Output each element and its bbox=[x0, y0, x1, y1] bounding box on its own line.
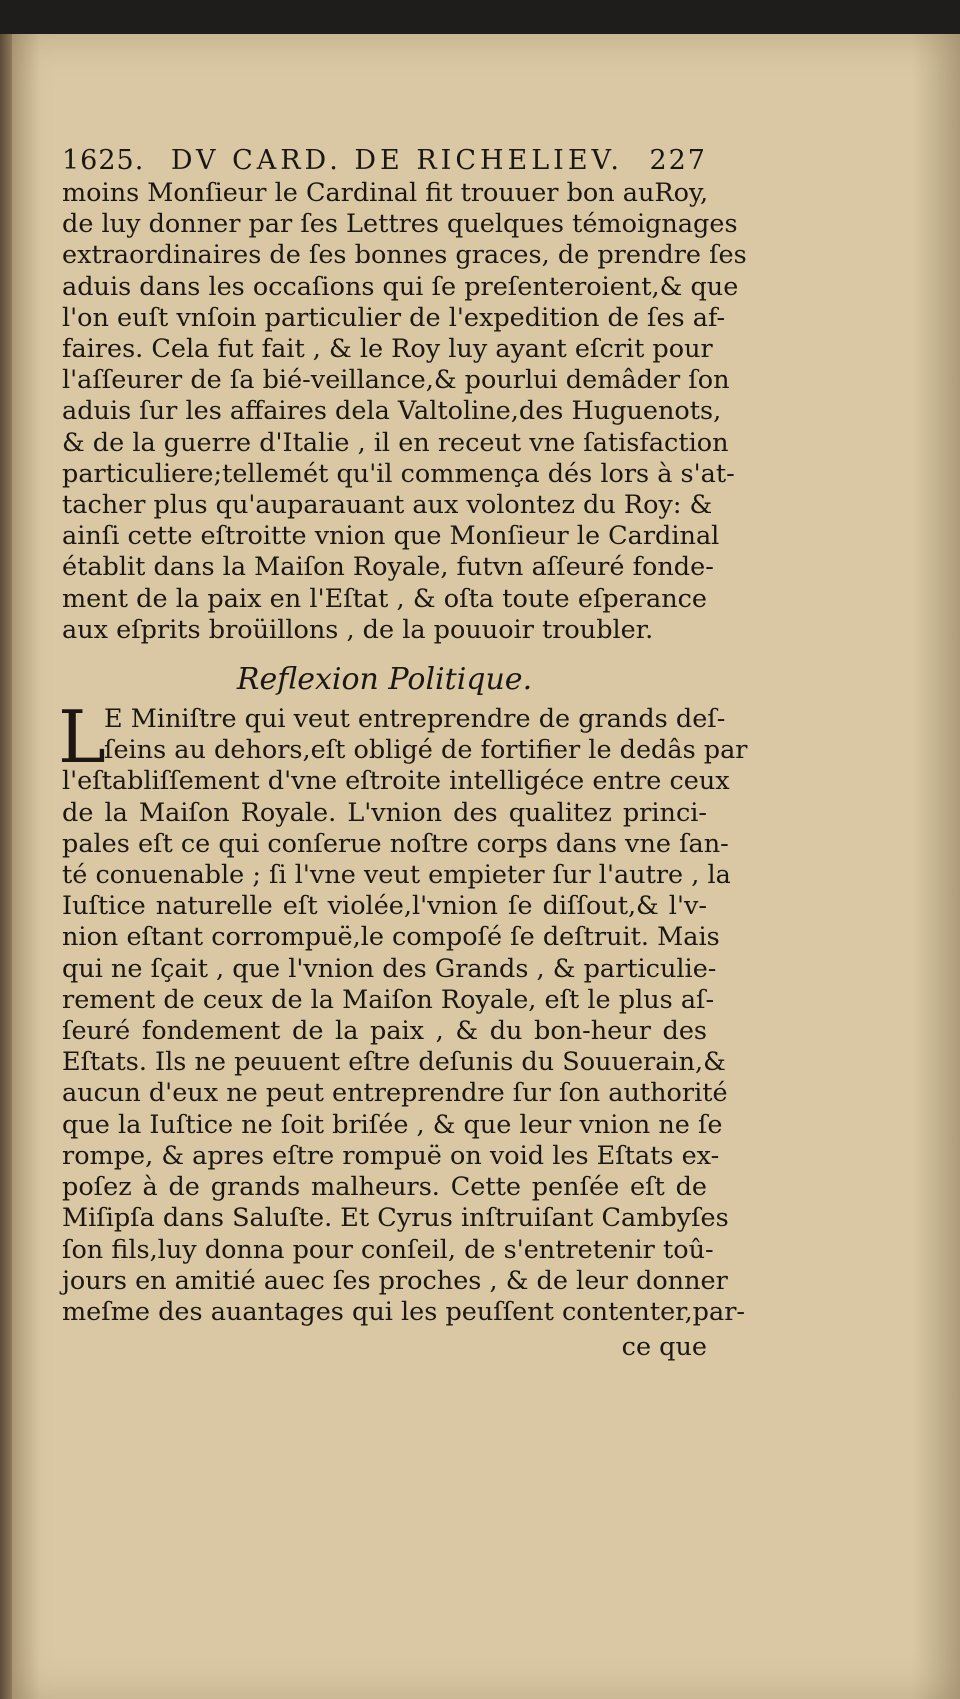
text-line: l'on euſt vnſoin particulier de l'expedition de ſes af- bbox=[62, 302, 726, 333]
text-line: rement de ceux de la Maiſon Royale, eſt le plus aſ- bbox=[62, 984, 715, 1015]
paragraph-2 bbox=[58, 695, 748, 1364]
text-line: ſeins au dehors,eſt obligé de fortifier le dedâs par bbox=[104, 735, 748, 766]
paragraph-1 bbox=[62, 178, 747, 646]
page-number: 227 bbox=[649, 145, 707, 176]
text-line: de luy donner par ſes Lettres quelques témoignages bbox=[62, 209, 738, 240]
catchword: ce que bbox=[621, 1332, 707, 1363]
text-line: aduis dans les occaſions qui ſe preſenteroient,& que bbox=[62, 271, 739, 302]
text-line: Miſipſa dans Saluſte. Et Cyrus inſtruiſant Cambyſes bbox=[62, 1203, 729, 1234]
text-line: aucun d'eux ne peut entreprendre ſur ſon authorité bbox=[62, 1078, 728, 1109]
text-line: meſme des auantages qui les peuſſent contenter,par- bbox=[62, 1296, 746, 1327]
text-line: jours en amitié auec ſes proches , & de leur donner bbox=[62, 1265, 728, 1296]
book-page bbox=[12, 34, 960, 1699]
text-line: ſeuré fondement de la paix , & du bon-heur des bbox=[62, 1016, 707, 1047]
section-heading: Reflexion Politique. bbox=[236, 662, 533, 698]
text-line: aduis ſur les affaires dela Valtoline,des Huguenots, bbox=[62, 396, 722, 427]
text-line: l'aſſeurer de ſa bié-veillance,& pourlui demâder ſon bbox=[62, 365, 730, 396]
text-line: Iuſtice naturelle eſt violée,l'vnion ſe diſſout,& l'v- bbox=[62, 891, 707, 922]
running-head-year: 1625. bbox=[62, 145, 145, 176]
text-line: poſez à de grands malheurs. Cette penſée eſt de bbox=[62, 1172, 707, 1203]
text-line: Eſtats. Ils ne peuuent eſtre deſunis du Souuerain,& bbox=[62, 1047, 726, 1078]
text-line: pales eſt ce qui conſerue noſtre corps dans vne ſan- bbox=[62, 828, 729, 859]
text-line: tacher plus qu'auparauant aux volontez du Roy: & bbox=[62, 490, 713, 521]
text-line: que la Iuſtice ne ſoit briſée , & que leur vnion ne ſe bbox=[62, 1109, 723, 1140]
text-line: aux eſprits broüillons , de la pouuoir troubler. bbox=[62, 614, 654, 645]
text-line: té conuenable ; ſi l'vne veut empieter ſur l'autre , la bbox=[62, 860, 731, 891]
text-line: qui ne ſçait , que l'vnion des Grands , & particulie- bbox=[62, 953, 717, 984]
text-line: ſon fils,luy donna pour conſeil, de s'entretenir toû- bbox=[62, 1234, 714, 1265]
text-line: l'eſtabliſſement d'vne eſtroite intelligéce entre ceux bbox=[62, 766, 730, 797]
text-line: moins Monſieur le Cardinal fit trouuer bon auRoy, bbox=[62, 178, 709, 208]
running-head bbox=[62, 144, 707, 178]
text-line: ment de la paix en l'Eſtat , & oſta toute eſperance bbox=[62, 583, 707, 614]
text-line: établit dans la Maiſon Royale, futvn aſſeuré fonde- bbox=[62, 552, 714, 583]
text-line: extraordinaires de ſes bonnes graces, de prendre ſes bbox=[62, 240, 747, 271]
text-line: nion eſtant corrompuë,le compoſé ſe deſtruit. Mais bbox=[62, 922, 720, 953]
text-block bbox=[58, 144, 748, 1364]
text-line: particuliere;tellemét qu'il commença dés lors à s'at- bbox=[62, 458, 735, 489]
text-line: & de la guerre d'Italie , il en receut vne ſatisfaction bbox=[62, 427, 729, 458]
text-line: rompe, & apres eſtre rompuë on void les Eſtats ex- bbox=[62, 1140, 720, 1171]
text-line: ainſi cette eſtroitte vnion que Monſieur le Cardinal bbox=[62, 521, 720, 552]
running-head-title: DV CARD. DE RICHELIEV. bbox=[170, 145, 623, 176]
text-line: E Miniſtre qui veut entreprendre de grands deſ- bbox=[104, 704, 726, 735]
text-line: de la Maiſon Royale. L'vnion des qualitez princi- bbox=[62, 797, 707, 828]
drop-cap: L bbox=[58, 695, 106, 780]
text-line: faires. Cela fut fait , & le Roy luy ayant eſcrit pour bbox=[62, 334, 713, 365]
